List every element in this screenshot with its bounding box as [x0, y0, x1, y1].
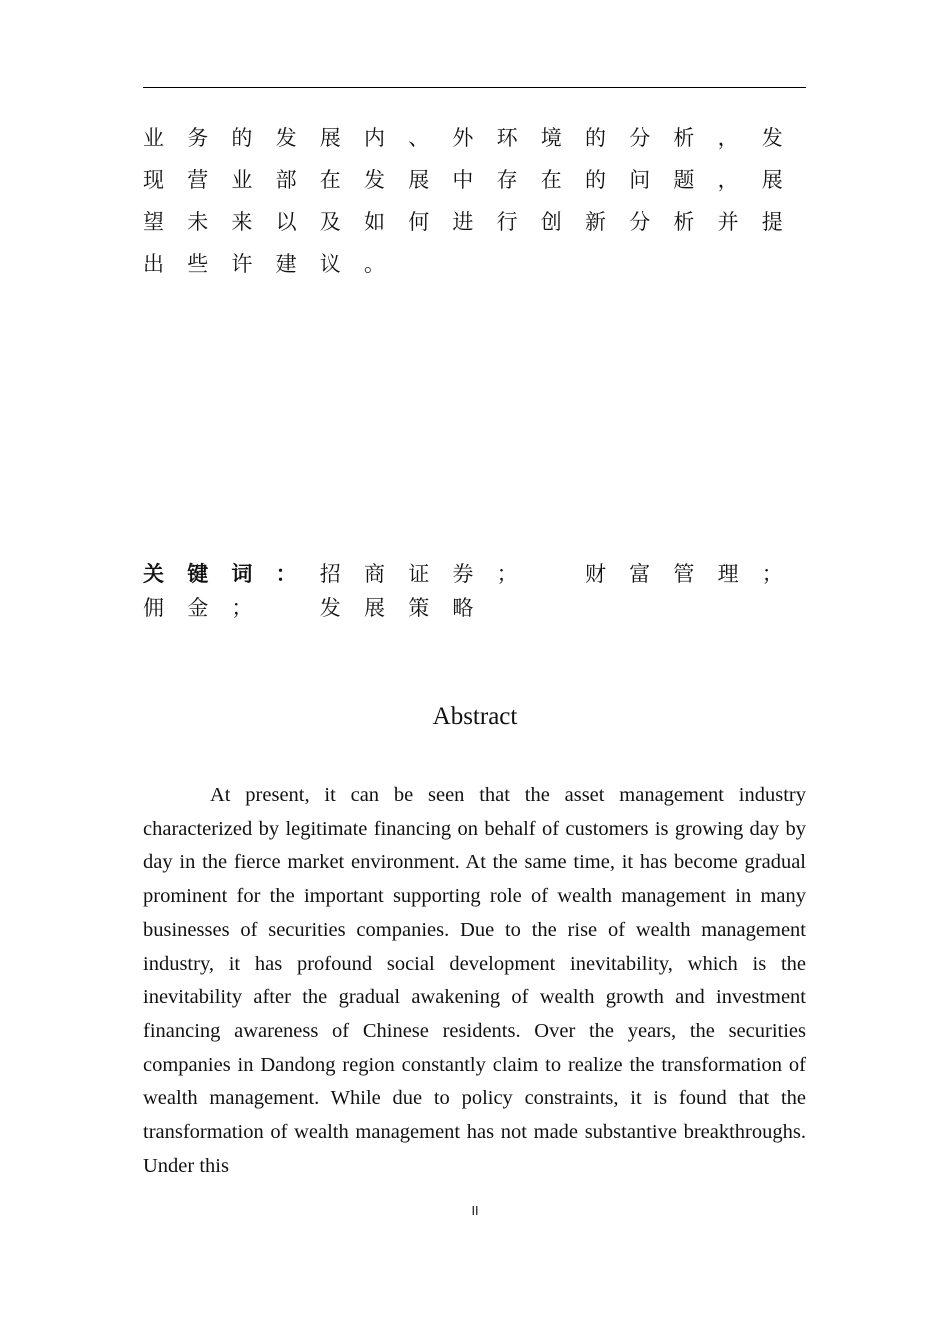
cn-char: 未	[187, 210, 209, 234]
cn-char: 出	[143, 252, 164, 276]
cn-char: 发	[364, 168, 385, 192]
cn-char: 行	[496, 210, 518, 234]
chinese-abstract-line-4	[143, 247, 806, 281]
cn-char: 营	[187, 168, 209, 192]
keyword-char: ；	[231, 596, 253, 620]
cn-char: 建	[275, 252, 297, 276]
cn-char: 的	[585, 126, 606, 150]
cn-char: 新	[585, 210, 606, 234]
cn-char: 议	[319, 252, 341, 276]
cn-char: 何	[408, 210, 430, 234]
page-number: II	[471, 1204, 479, 1218]
cn-char: ，	[717, 168, 739, 192]
cn-char: 的	[585, 168, 606, 192]
cn-char: 、	[408, 126, 430, 150]
keyword-char: 招	[319, 562, 341, 586]
cn-char: 在	[319, 168, 341, 192]
cn-char: 业	[143, 126, 164, 150]
cn-char: 及	[319, 210, 341, 234]
keywords-line-1	[143, 557, 806, 591]
chinese-abstract-line-3	[143, 205, 806, 239]
cn-char: 展	[319, 126, 341, 150]
cn-char: 进	[452, 210, 474, 234]
cn-char: 务	[187, 126, 209, 150]
keyword-char: 证	[408, 562, 430, 586]
abstract-title: Abstract	[432, 703, 518, 730]
keyword-char: 商	[364, 562, 385, 586]
keyword-char: 展	[364, 596, 385, 620]
chinese-abstract-line-1	[143, 121, 806, 155]
cn-char: 。	[364, 252, 385, 276]
cn-char: 分	[629, 126, 651, 150]
cn-char: 环	[496, 126, 518, 150]
keyword-char: 金	[187, 596, 209, 620]
keywords-label-char: 词	[231, 562, 253, 586]
cn-char: 分	[629, 210, 651, 234]
chinese-abstract-line-2	[143, 163, 806, 197]
cn-char: 境	[540, 126, 562, 150]
keyword-char: 策	[408, 596, 430, 620]
cn-char: 存	[496, 168, 518, 192]
header-rule	[143, 87, 806, 88]
cn-char: 析	[673, 126, 695, 150]
cn-char: 题	[673, 168, 695, 192]
cn-char: 析	[673, 210, 695, 234]
cn-char: 来	[231, 210, 253, 234]
abstract-body: At present, it can be seen that the asset management industry characterized by legitimate financing on behalf of customers is growing day by day in the fierce market environment. At the same time, it has become gradual prominent for the important supporting role of wealth management in many businesses of securities companies. Due to the rise of wealth management industry, it has profound social development inevitability, which is the inevitability after the gradual awakening of wealth growth and investment financing awareness of Chinese residents. Over the years, the securities companies in Dandong region constantly claim to realize the transformation of wealth management. While due to policy constraints, it is found that the transformation of wealth management has not made substantive breakthroughs. Under this	[143, 784, 806, 1177]
cn-char: 望	[143, 210, 164, 234]
cn-char: 发	[761, 126, 783, 150]
keyword-char	[276, 591, 320, 625]
keywords-label-char: ：	[275, 562, 297, 586]
keyword-char: 理	[717, 562, 739, 586]
cn-char: ，	[717, 126, 739, 150]
cn-char: 如	[364, 210, 385, 234]
keyword-char: 管	[673, 562, 695, 586]
cn-char: 部	[275, 168, 297, 192]
cn-char: 的	[231, 126, 253, 150]
keyword-char: 富	[629, 562, 651, 586]
cn-char: 并	[717, 210, 739, 234]
cn-char: 以	[275, 210, 297, 234]
keywords-label-char: 键	[187, 562, 209, 586]
cn-char: 问	[629, 168, 651, 192]
cn-char: 些	[187, 252, 209, 276]
cn-char: 许	[231, 252, 253, 276]
cn-char: 展	[761, 168, 783, 192]
keywords-line-2	[143, 591, 806, 625]
keyword-char: 佣	[143, 596, 164, 620]
cn-char: 在	[540, 168, 562, 192]
cn-char: 现	[143, 168, 164, 192]
cn-char: 内	[364, 126, 385, 150]
cn-char: 提	[761, 210, 783, 234]
keyword-char	[541, 557, 585, 591]
keyword-char: ；	[761, 562, 783, 586]
keyword-char: 券	[452, 562, 474, 586]
cn-char: 业	[231, 168, 253, 192]
keyword-char: 财	[585, 562, 606, 586]
cn-char: 创	[540, 210, 562, 234]
cn-char: 展	[408, 168, 430, 192]
keywords-label-char: 关	[143, 562, 164, 586]
keyword-char: ；	[496, 562, 518, 586]
cn-char: 中	[452, 168, 474, 192]
keyword-char: 发	[319, 596, 341, 620]
keyword-char: 略	[452, 596, 474, 620]
cn-char: 外	[452, 126, 474, 150]
cn-char: 发	[275, 126, 297, 150]
